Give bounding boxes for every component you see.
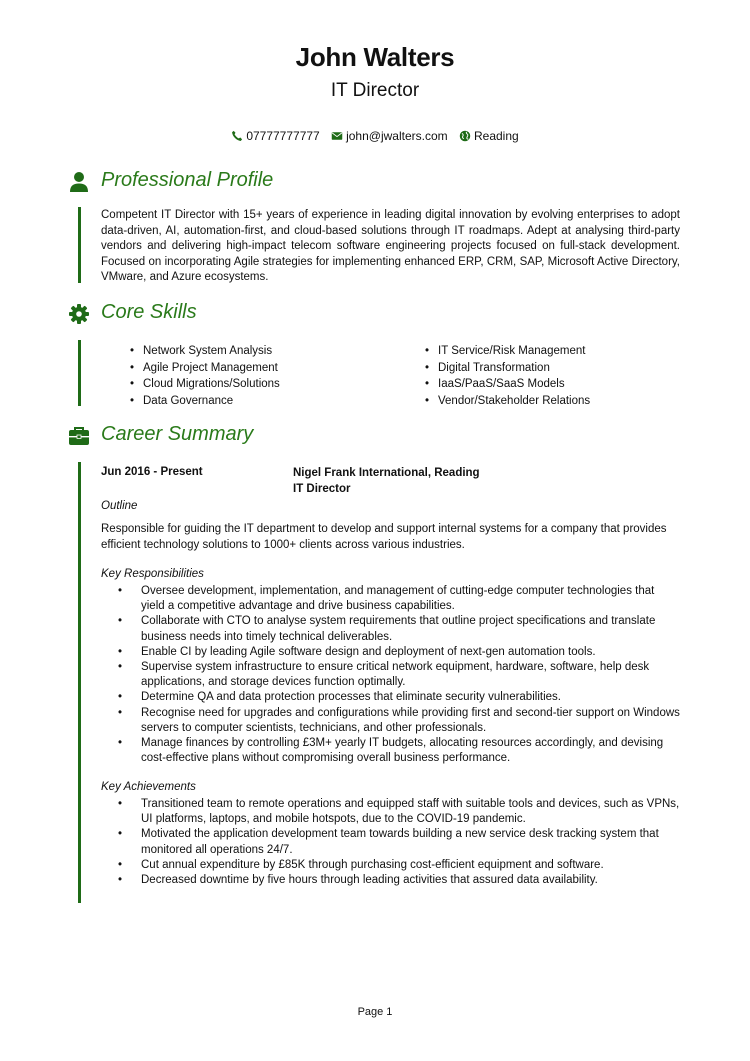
responsibility-item: • Recognise need for upgrades and configurations while providing first and second-tier support on Windows servers to computer scientists, technicians, and other professionals. xyxy=(101,706,681,736)
skills-list-left xyxy=(130,343,280,409)
job-title: IT Director xyxy=(330,80,420,101)
section-bar xyxy=(78,462,81,903)
profile-summary: Competent IT Director with 15+ years of experience in leading digital innovation by evolving enterprises to adopt data-driven, AI, automation-first, and cloud-based solutions through IT roadmaps. Adept at analysing third-party vendors and delivering high-impact telecom software engineering projects focused on full-stack development. Focused on incorporating Agile strategies for implementing enhanced ERP, CRM, SAP, Microsoft Active Directory, VMware, and Azure ecosystems. xyxy=(101,209,680,283)
skills-list-right xyxy=(425,343,590,409)
email-text: john@jwalters.com xyxy=(346,129,448,143)
employer-name: Nigel Frank International, Reading xyxy=(293,467,480,479)
section-career-summary xyxy=(68,423,688,451)
achievement-item: • Transitioned team to remote operations and equipped staff with suitable tools and devices, such as VPNs, UI platforms, laptops, and mobile hotspots, due to the COVID-19 pandemic. xyxy=(101,797,681,827)
section-heading: Career Summary xyxy=(101,423,254,445)
achievement-item: • Motivated the application development team towards building a new service desk tracking system that monitored all operations 24/7. xyxy=(101,827,681,857)
outline-text: Responsible for guiding the IT department to develop and support internal systems for a company that provides efficient technology solutions to 1000+ clients across various industries. xyxy=(101,523,667,551)
section-professional-profile xyxy=(68,169,688,197)
section-heading: Professional Profile xyxy=(101,169,274,191)
section-bar xyxy=(78,207,81,283)
briefcase-icon xyxy=(68,425,90,447)
responsibilities-label: Key Responsibilities xyxy=(101,568,204,580)
page-number: Page 1 xyxy=(357,1006,393,1018)
skill-item: • Network System Analysis xyxy=(130,343,280,360)
achievement-item: • Cut annual expenditure by £85K through purchasing cost-efficient equipment and software. xyxy=(101,858,681,873)
skill-item: • Vendor/Stakeholder Relations xyxy=(425,393,590,410)
skill-item: • Digital Transformation xyxy=(425,360,590,377)
job-employer xyxy=(293,466,480,497)
phone-icon xyxy=(231,130,243,142)
candidate-name: John Walters xyxy=(295,42,455,72)
skill-item: • Cloud Migrations/Solutions xyxy=(130,376,280,393)
job-dates: Jun 2016 - Present xyxy=(101,466,203,478)
skill-item: • Data Governance xyxy=(130,393,280,410)
phone-text: 07777777777 xyxy=(246,129,320,143)
contact-phone[interactable] xyxy=(231,129,319,143)
gear-icon xyxy=(68,303,90,325)
user-icon xyxy=(68,171,90,193)
achievements-list xyxy=(101,797,681,888)
section-core-skills xyxy=(68,301,688,329)
section-bar xyxy=(78,340,81,406)
achievement-item: • Decreased downtime by five hours through leading activities that assured data availability. xyxy=(101,873,681,888)
location-text: Reading xyxy=(473,129,519,143)
outline-label: Outline xyxy=(101,500,138,512)
job-role: IT Director xyxy=(293,482,351,495)
section-heading: Core Skills xyxy=(101,301,197,323)
responsibility-item: • Collaborate with CTO to analyse system requirements that outline project specifications and translate business needs into timely technical deliverables. xyxy=(101,614,681,644)
envelope-icon xyxy=(331,130,343,142)
skill-item: • IaaS/PaaS/SaaS Models xyxy=(425,376,590,393)
responsibility-item: • Supervise system infrastructure to ensure critical network equipment, hardware, software, help desk applications, and storage devices function optimally. xyxy=(101,660,681,690)
responsibility-item: • Manage finances by controlling £3M+ yearly IT budgets, allocating resources accordingly, and devising cost-effective plans without compromising overall business performance. xyxy=(101,736,681,766)
contact-bar xyxy=(0,129,750,143)
skill-item: • Agile Project Management xyxy=(130,360,280,377)
skill-item: • IT Service/Risk Management xyxy=(425,343,590,360)
contact-email[interactable] xyxy=(331,129,448,143)
responsibility-item: • Enable CI by leading Agile software design and deployment of next-gen automation tools. xyxy=(101,645,681,660)
contact-location xyxy=(459,129,519,143)
responsibilities-list xyxy=(101,584,681,766)
achievements-label: Key Achievements xyxy=(101,781,196,793)
responsibility-item: • Oversee development, implementation, and management of cutting-edge computer technologies that yield a competitive advantage and drive business capabilities. xyxy=(101,584,681,614)
responsibility-item: • Determine QA and data protection processes that eliminate security vulnerabilities. xyxy=(101,690,681,705)
globe-icon xyxy=(459,130,471,142)
